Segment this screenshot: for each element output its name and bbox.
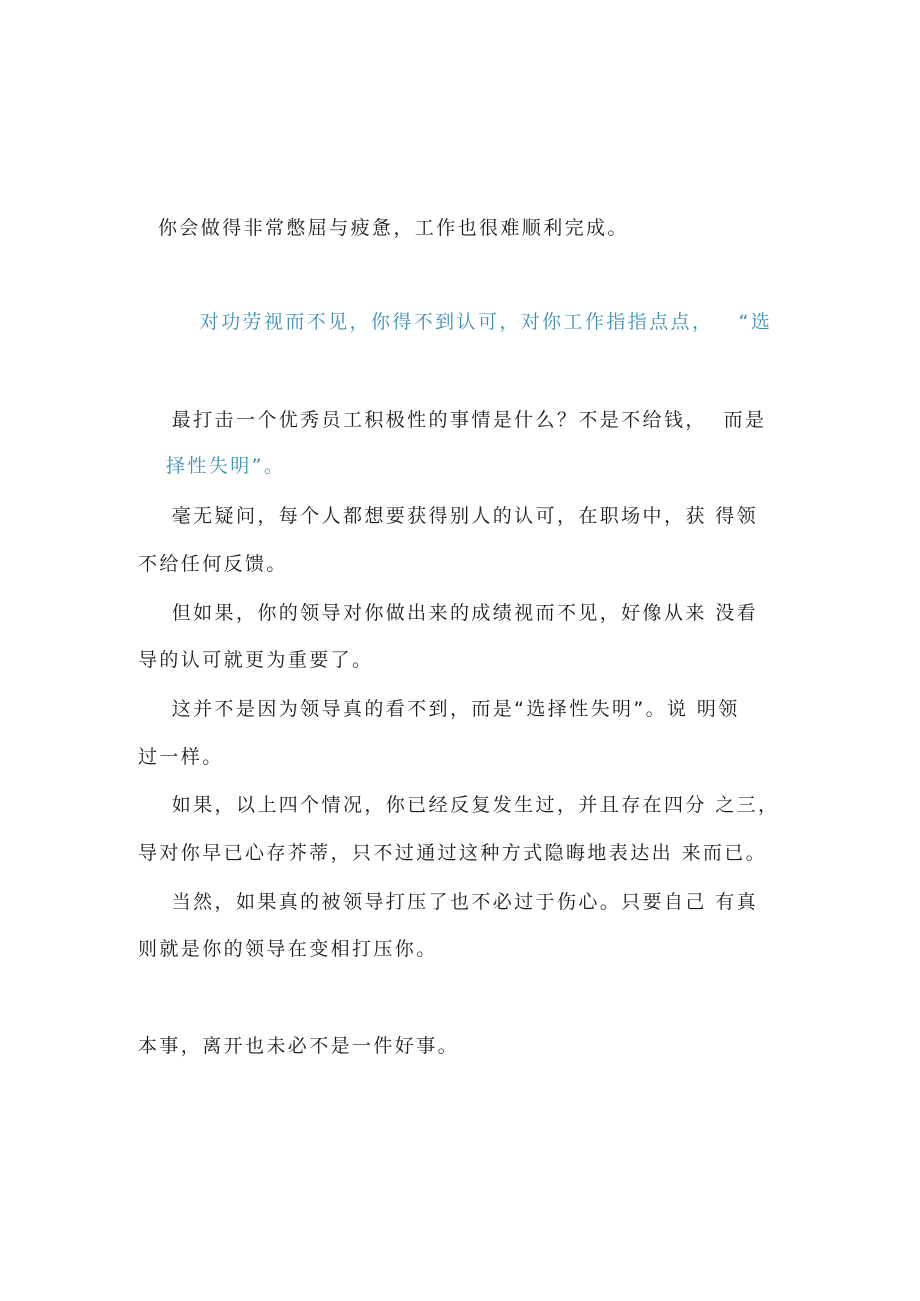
paragraph-line: 毫无疑问，每个人都想要获得别人的认可，在职场中，获 得领	[138, 505, 758, 527]
paragraph-line: 导的认可就更为重要了。	[138, 649, 374, 671]
paragraph-line: 本事，离开也未必不是一件好事。	[138, 1035, 460, 1057]
paragraph-line: 对功劳视而不见，你得不到认可，对你工作指指点点， “选	[166, 311, 773, 333]
paragraph-line: 不给任何反馈。	[138, 553, 288, 575]
paragraph-line: 如果，以上四个情况，你已经反复发生过，并且存在四分 之三，	[138, 794, 780, 816]
paragraph-line: 择性失明”。	[166, 455, 286, 477]
paragraph-line: 最打击一个优秀员工积极性的事情是什么？不是不给钱， 而是	[138, 409, 767, 431]
paragraph-line: 过一样。	[138, 746, 224, 768]
paragraph-line: 但如果，你的领导对你做出来的成绩视而不见，好像从来 没看	[138, 602, 758, 624]
paragraph-line: 当然，如果真的被领导打压了也不必过于伤心。只要自己 有真	[138, 891, 758, 913]
paragraph-line: 则就是你的领导在变相打压你。	[138, 938, 438, 960]
paragraph-line: 这并不是因为领导真的看不到，而是“选择性失明”。说 明领	[138, 698, 740, 720]
paragraph-line: 导对你早已心存芥蒂，只不过通过这种方式隐晦地表达出 来而已。	[138, 842, 768, 864]
paragraph-line: 你会做得非常憋屈与疲惫，工作也很难顺利完成。	[158, 217, 629, 239]
paragraph	[138, 782, 782, 1166]
